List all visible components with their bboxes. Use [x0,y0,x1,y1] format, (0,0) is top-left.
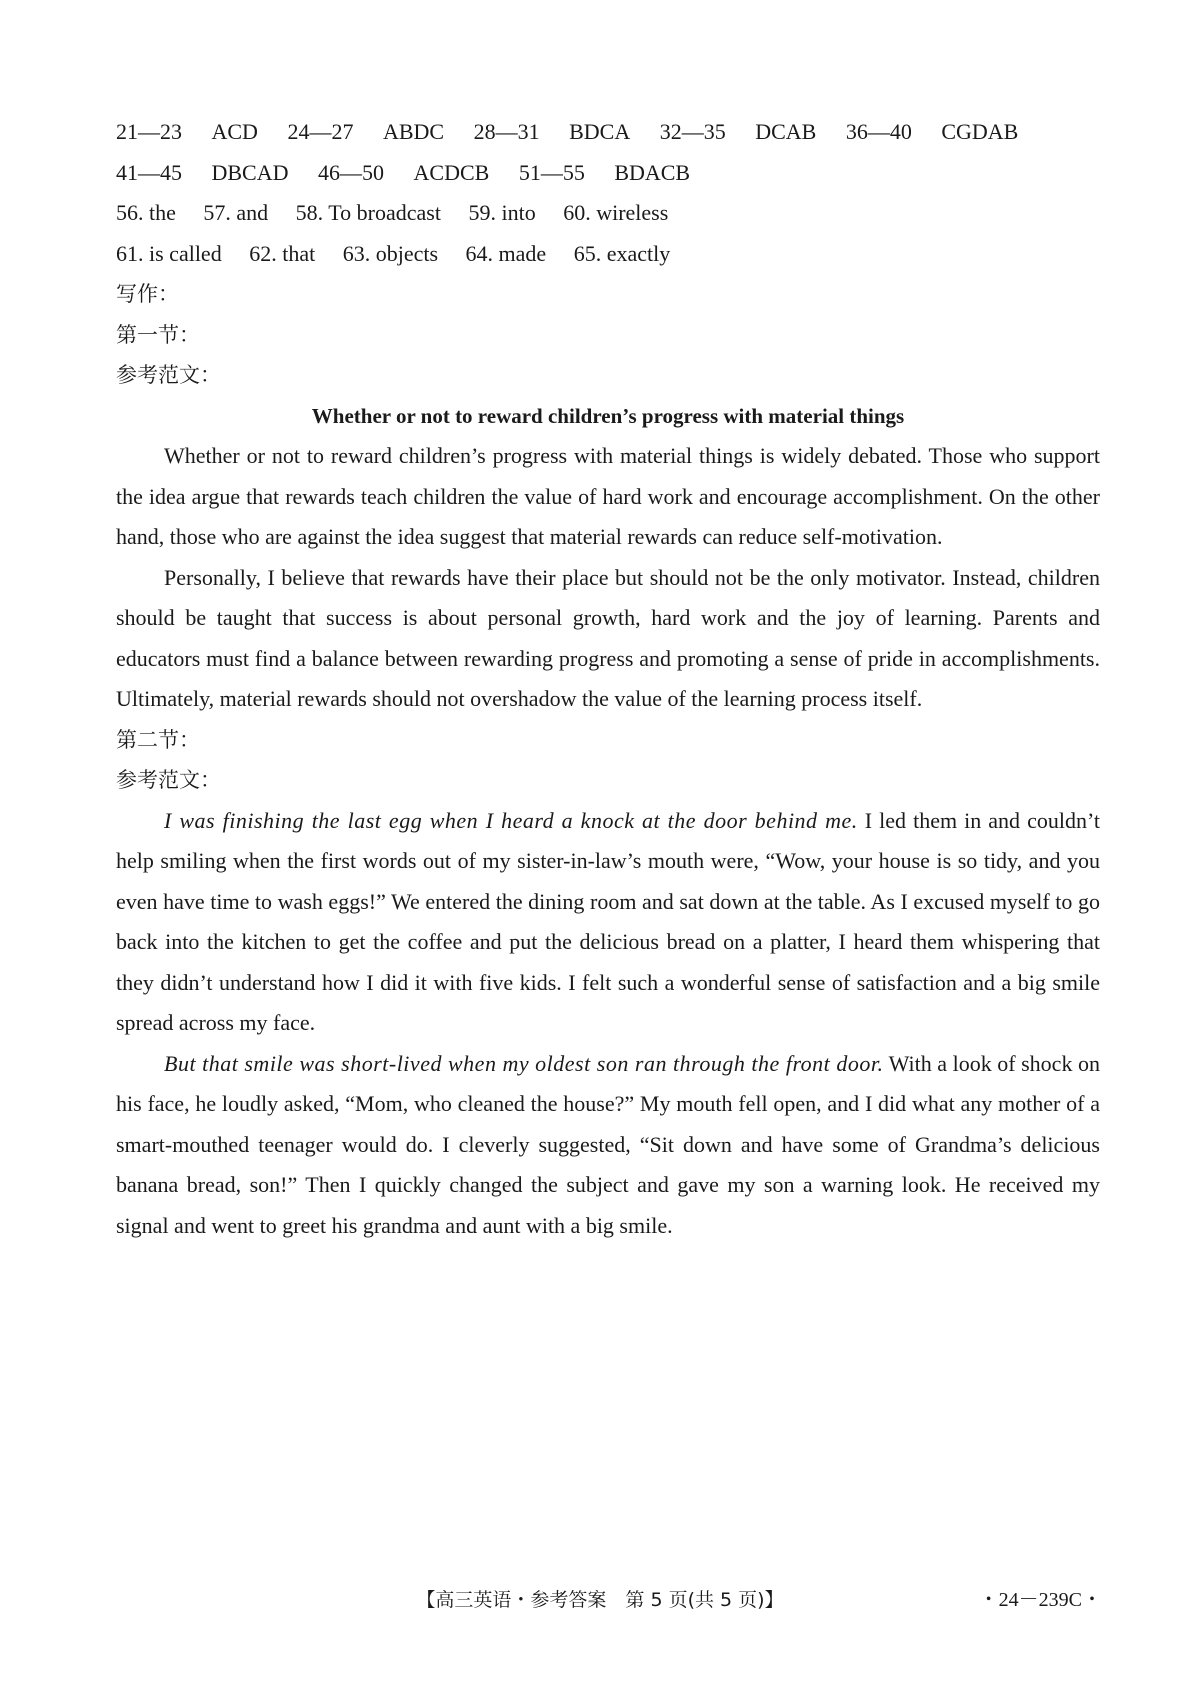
answer-range: 24—27 [287,119,354,144]
story-paragraph-2-body: With a look of shock on his face, he loudly asked, “Mom, who cleaned the house?” My mouth fell open, and I did what any mother of a smart-mouthed teenager would do. I cleverly suggested, “Sit down and have some of Grandma’s delicious banana bread, son!” Then I quickly changed the subject and gave my son a warning look. He received my signal and went to greet his grandma and aunt with a big smile. [116,1050,1100,1238]
essay-paragraph-1: Whether or not to reward children’s progress with material things is widely debated. Those who support the idea argue that rewards teach children the value of hard work and encourage accomplishment. On the other hand, those who are against the idea suggest that material rewards can reduce self-motivation. [116,443,1100,549]
answer-sheet-page [116,112,1100,1246]
answer-row-3 [116,193,1100,234]
fill-answer: 62. that [249,240,316,266]
answer-range: 51—55 [518,159,585,185]
essay-title: Whether or not to reward children’s progress with material things [311,403,905,428]
answer-key: DBCAD [211,159,289,185]
fill-answer: 59. into [468,200,536,225]
answer-range: 28—31 [473,119,540,144]
answer-range: 36—40 [845,119,912,144]
story-paragraph-2-lead: But that smile was short-lived when my oldest son ran through the front door. [164,1050,884,1076]
answer-key: CGDAB [941,119,1019,144]
answer-key: BDACB [614,159,691,185]
section-1-sample-label: 参考范文： [116,363,221,387]
fill-answer: 56. the [116,200,176,225]
section-2-sample-label: 参考范文： [116,768,221,792]
story-paragraph-2 [116,1044,1100,1247]
answer-key: ACD [211,119,258,144]
footer-exam-code: ・24－239C・ [978,1589,1102,1611]
fill-answer: 65. exactly [573,240,671,266]
section-1-heading: 第一节： [116,322,200,347]
answer-range: 32—35 [659,119,726,144]
fill-answer: 61. is called [116,240,222,266]
fill-answer: 63. objects [342,240,439,266]
fill-answer: 64. made [465,240,547,266]
story-paragraph-1-body: I led them in and couldn’t help smiling when the first words out of my sister-in-law’s mouth were, “Wow, your house is so tidy, and you even have time to wash eggs!” We entered the dining room and sat down at the table. As I excused myself to go back into the kitchen to get the coffee and put the delicious bread on a platter, I heard them whispering that they didn’t understand how I did it with five kids. I felt such a wonderful sense of satisfaction and a big smile spread across my face. [116,807,1100,1035]
answer-row-4 [116,234,1100,275]
answer-key: DCAB [755,119,817,144]
answer-key: ACDCB [413,159,490,185]
fill-answer: 60. wireless [563,200,669,225]
page-footer [0,1585,1200,1615]
fill-answer: 58. To broadcast [295,200,441,225]
story-paragraph-1-lead: I was finishing the last egg when I heard a knock at the door behind me. [164,807,858,833]
answer-key: BDCA [569,119,631,144]
footer-page-info: 【高三英语・参考答案 第 5 页(共 5 页)】 [416,1589,784,1611]
writing-label: 写作： [116,282,179,306]
answer-range: 41—45 [116,159,182,185]
answer-row-2 [116,153,1100,194]
answer-range: 46—50 [318,159,385,185]
fill-answer: 57. and [203,200,269,225]
answer-key: ABDC [382,119,445,144]
essay-paragraph-2: Personally, I believe that rewards have their place but should not be the only motivator. Instead, children should be taught that success is about personal growth, hard work and the joy of learning. Parents and educators must find a balance between rewarding progress and promoting a sense of pride in accomplishments. Ultimately, material rewards should not overshadow the value of the learning process itself. [116,564,1100,711]
section-2-heading: 第二节： [116,727,200,752]
story-paragraph-1 [116,801,1100,1044]
answer-range: 21—23 [116,119,182,144]
answer-row-1 [116,112,1100,153]
